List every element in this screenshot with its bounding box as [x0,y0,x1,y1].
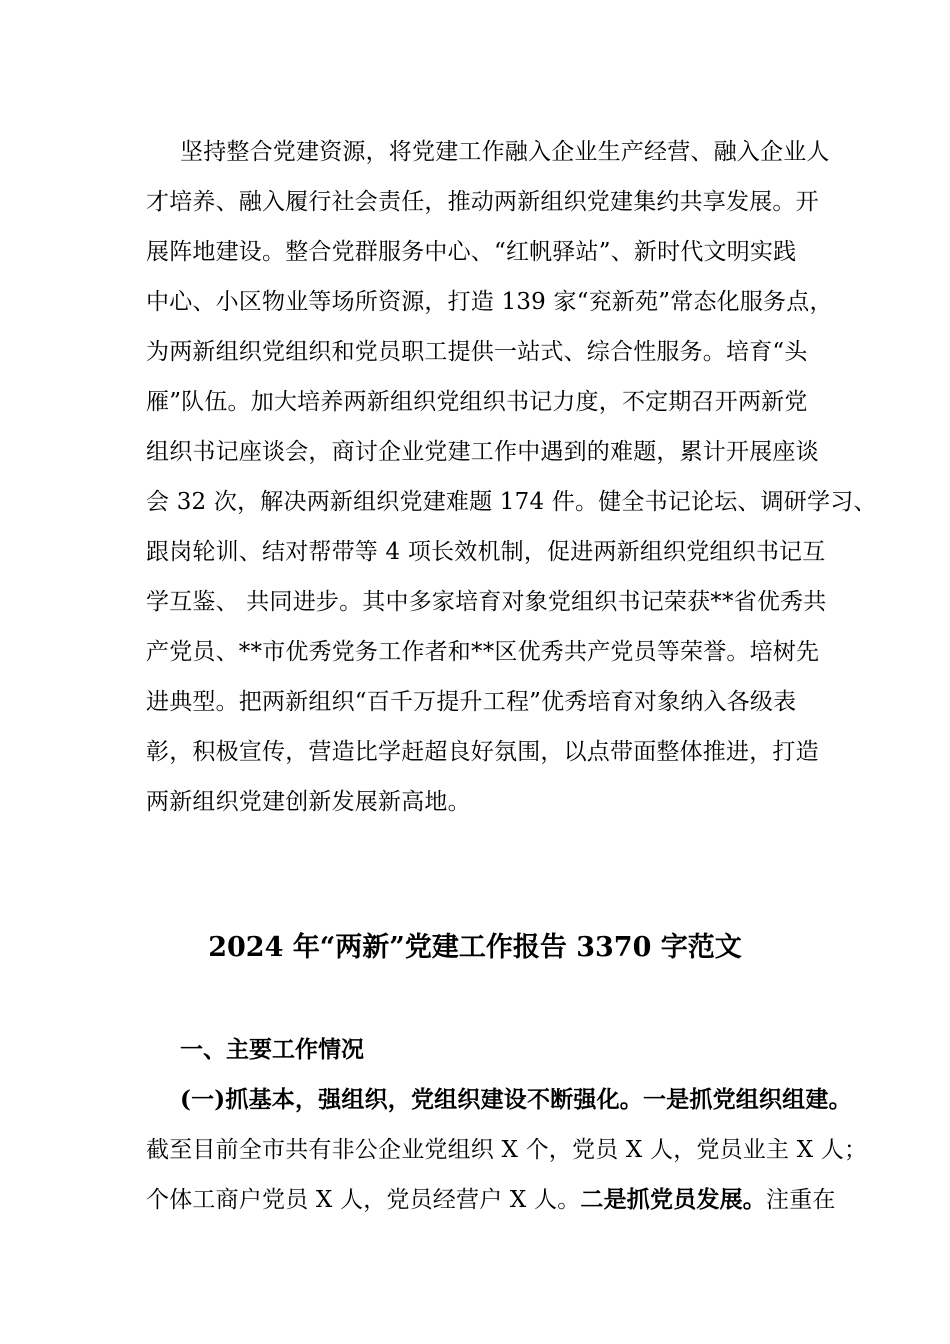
subsection-bold-text: (一)抓基本，强组织，党组织建设不断强化。一是抓党组织组建。 [180,1086,852,1113]
subsection-line-1 [180,1085,852,1115]
paragraph-line-3: 展阵地建设。整合党群服务中心、“红帆驿站”、新时代文明实践 [146,239,797,265]
paragraph-line-7: 组织书记座谈会，商讨企业党建工作中遇到的难题，累计开展座谈 [146,439,819,465]
subsection-line-3-tail: 注重在 [766,1187,836,1213]
paragraph-line-5: 为两新组织党组织和党员职工提供一站式、综合性服务。培育“头 [146,339,808,365]
paragraph-line-6: 雁”队伍。加大培养两新组织党组织书记力度，不定期召开两新党 [146,389,808,415]
subsection-line-2: 截至目前全市共有非公企业党组织 X 个，党员 X 人，党员业主 X 人； [146,1137,868,1163]
subsection-line-3-bold: 二是抓党员发展。 [580,1186,767,1213]
paragraph-line-11: 产党员、**市优秀党务工作者和**区优秀共产党员等荣誉。培树先 [146,639,820,665]
section-heading: 一、主要工作情况 [180,1036,364,1063]
document-title: 2024 年“两新”党建工作报告 3370 字范文 [208,932,742,963]
paragraph-line-14: 两新组织党建创新发展新高地。 [146,789,471,815]
paragraph-line-9: 跟岗轮训、结对帮带等 4 项长效机制，促进两新组织党组织书记互 [146,539,826,565]
paragraph-line-10: 学互鉴、 共同进步。其中多家培育对象党组织书记荣获**省优秀共 [146,589,827,615]
paragraph-line-4: 中心、小区物业等场所资源，打造 139 家“兖新苑”常态化服务点， [146,289,833,315]
subsection-line-3 [146,1185,836,1215]
paragraph-line-13: 彰，积极宣传，营造比学赶超良好氛围，以点带面整体推进，打造 [146,739,819,765]
paragraph-line-8: 会 32 次，解决两新组织党建难题 174 件。健全书记论坛、调研学习、 [146,489,877,515]
paragraph-line-2: 才培养、融入履行社会责任，推动两新组织党建集约共享发展。开 [146,189,819,215]
paragraph-line-1: 坚持整合党建资源，将党建工作融入企业生产经营、融入企业人 [180,139,830,165]
subsection-line-3-text: 个体工商户党员 X 人，党员经营户 X 人。 [146,1187,581,1213]
paragraph-line-12: 进典型。把两新组织“百千万提升工程”优秀培育对象纳入各级表 [146,689,797,715]
